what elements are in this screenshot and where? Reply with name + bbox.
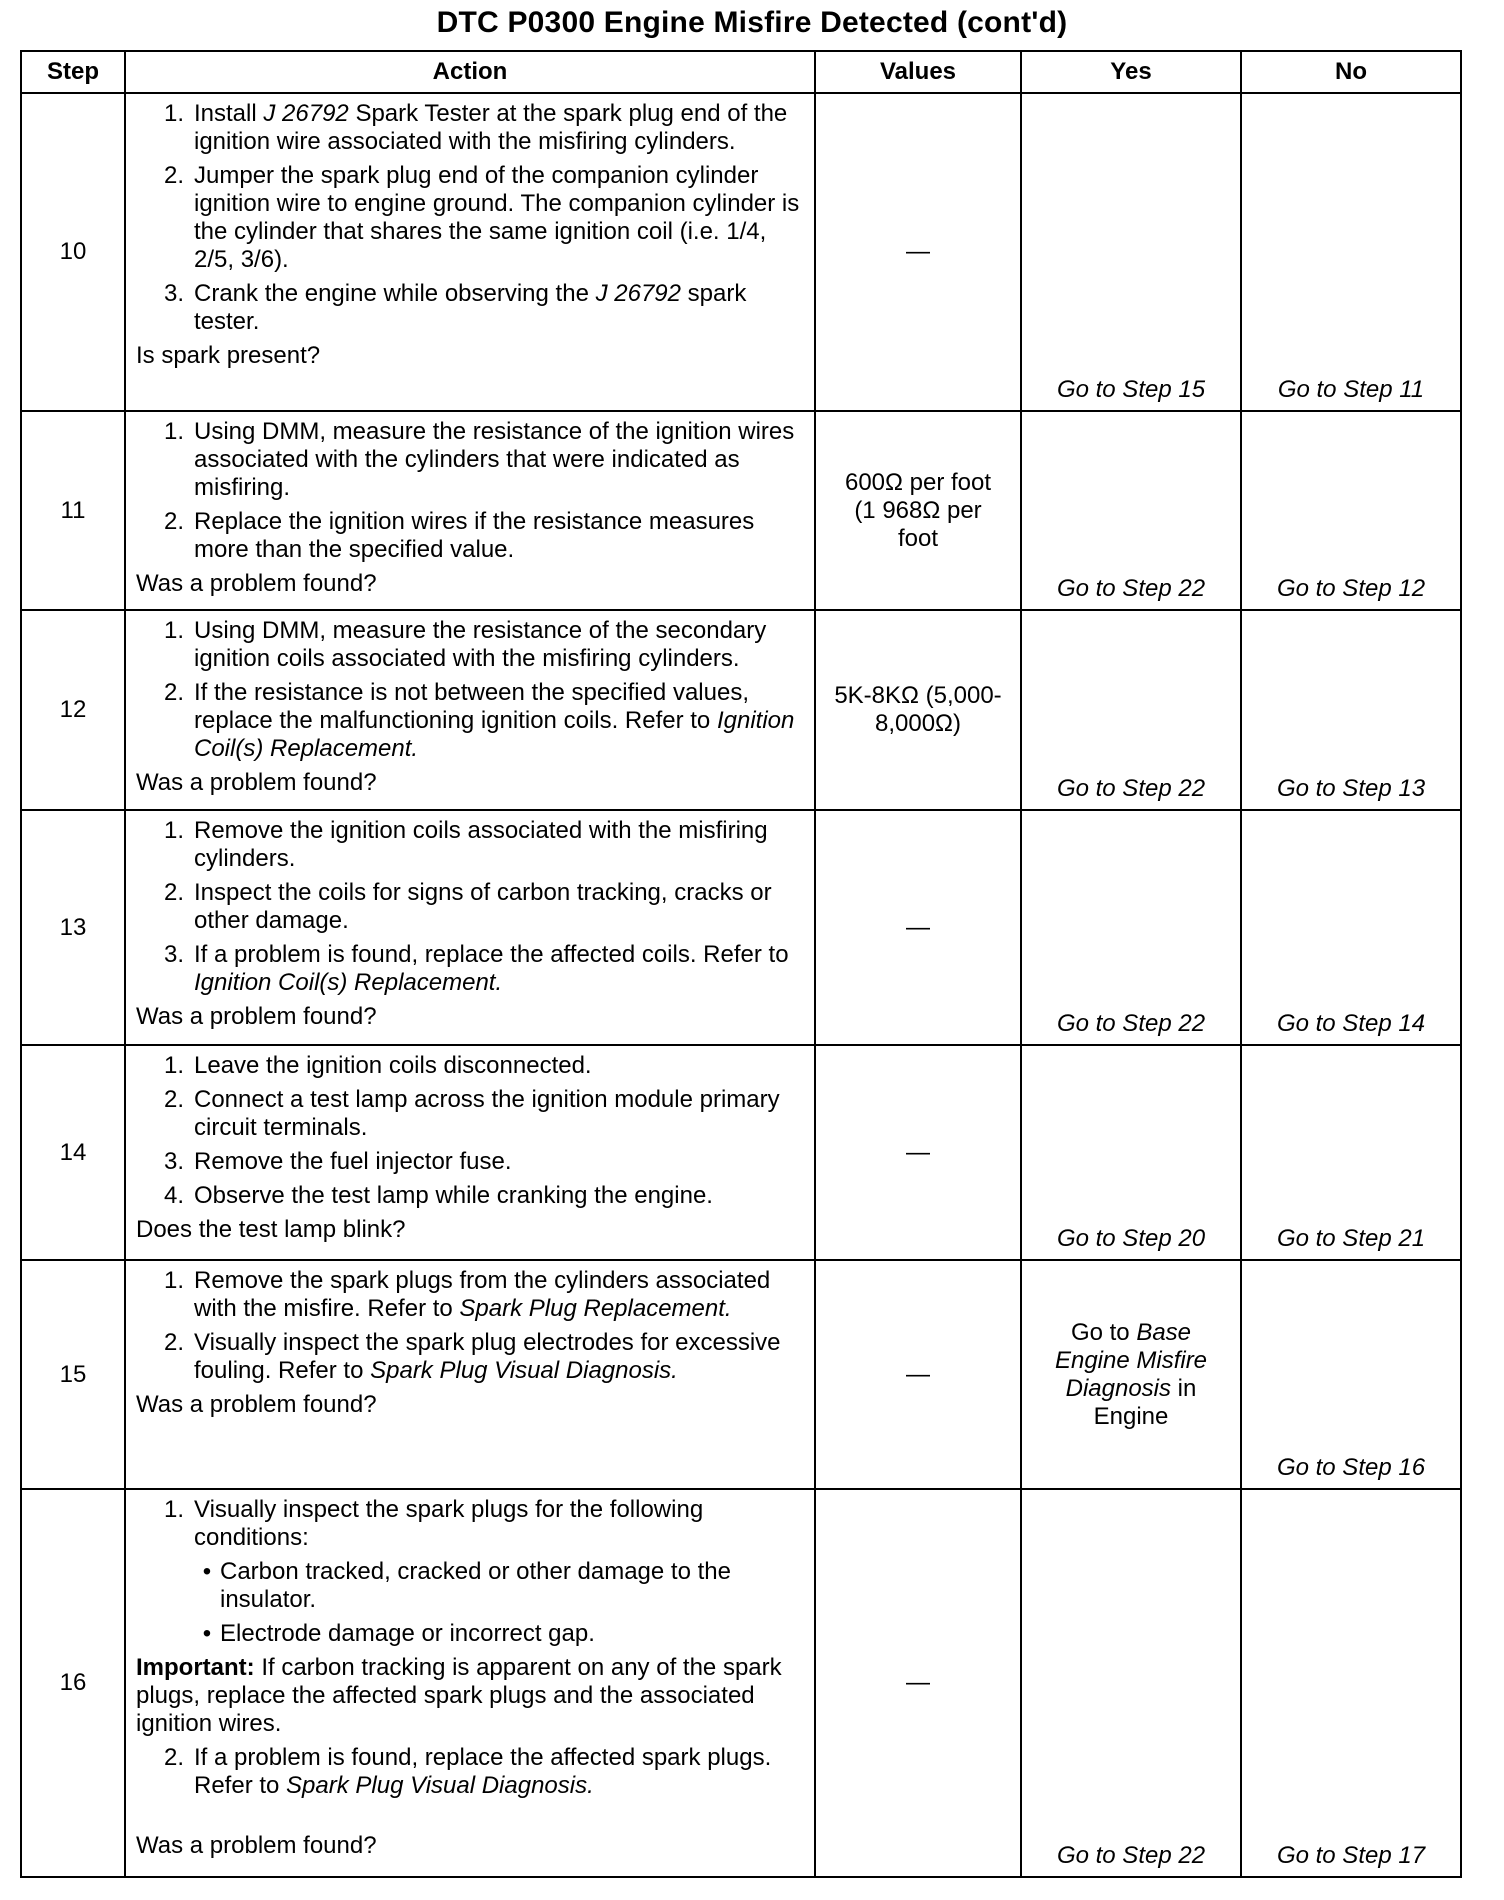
bullet-text: Carbon tracked, cracked or other damage to the insulator. — [220, 1558, 731, 1613]
action-text: Using DMM, measure the resistance of the secondary ignition coils associated with the misfiring cylinders. — [194, 617, 767, 672]
action-text: Remove the ignition coils associated with the misfiring cylinders. — [194, 817, 768, 872]
action-item — [136, 941, 806, 997]
action-item — [136, 679, 806, 763]
bullet-item — [136, 1558, 806, 1614]
action-cell — [125, 1489, 815, 1877]
yes-cell: Go to Step 22 — [1021, 1489, 1241, 1877]
action-text: If the resistance is not between the specified values, replace the malfunctioning ignition coils. Refer to — [194, 679, 749, 734]
table-row — [21, 411, 1461, 610]
action-text: If a problem is found, replace the affected coils. Refer to — [194, 941, 789, 968]
action-number: 2. — [163, 1744, 184, 1771]
procedure-reference: Ignition Coil(s) Replacement. — [194, 969, 503, 996]
no-cell: Go to Step 16 — [1241, 1260, 1461, 1489]
action-number: 1. — [163, 1052, 184, 1079]
action-text: spark tester. — [194, 280, 747, 335]
action-text: Replace the ignition wires if the resistance measures more than the specified value. — [194, 508, 755, 563]
header-action: Action — [125, 51, 815, 93]
action-number: 1. — [163, 617, 184, 644]
values-cell: — — [815, 1260, 1021, 1489]
bullet-item — [136, 1620, 806, 1648]
action-text: Install — [194, 100, 264, 127]
action-item — [136, 162, 806, 274]
step-number: 16 — [21, 1489, 125, 1877]
header-values: Values — [815, 51, 1021, 93]
action-number: 2. — [163, 1329, 184, 1356]
action-cell — [125, 1045, 815, 1260]
procedure-reference: Spark Plug Replacement. — [459, 1295, 732, 1322]
yes-cell: Go to Step 22 — [1021, 610, 1241, 810]
action-item — [136, 879, 806, 935]
table-row — [21, 1489, 1461, 1877]
action-item — [136, 1052, 806, 1080]
action-item — [136, 1496, 806, 1552]
table-row — [21, 1260, 1461, 1489]
action-number: 2. — [163, 508, 184, 535]
action-cell — [125, 810, 815, 1045]
bullet-icon: • — [202, 1558, 212, 1585]
action-number: 3. — [163, 280, 184, 307]
table-row — [21, 93, 1461, 411]
action-number: 2. — [163, 679, 184, 706]
question-text: Was a problem found? — [136, 1003, 377, 1030]
action-item — [136, 617, 806, 673]
action-item — [136, 1267, 806, 1323]
question-text: Was a problem found? — [136, 570, 377, 597]
yes-cell: Go to Step 15 — [1021, 93, 1241, 411]
action-number: 2. — [163, 162, 184, 189]
action-number: 1. — [163, 1496, 184, 1523]
bullet-icon: • — [202, 1620, 212, 1647]
action-item — [136, 1329, 806, 1385]
no-cell: Go to Step 21 — [1241, 1045, 1461, 1260]
yes-cell: Go to Step 22 — [1021, 411, 1241, 610]
values-cell: — — [815, 810, 1021, 1045]
values-cell — [815, 411, 1021, 610]
header-yes: Yes — [1021, 51, 1241, 93]
action-text: Spark Tester at the spark plug end of the ignition wire associated with the misfiring cylinders. — [194, 100, 788, 155]
action-item — [136, 1744, 806, 1800]
no-cell: Go to Step 11 — [1241, 93, 1461, 411]
action-text: Observe the test lamp while cranking the engine. — [194, 1182, 713, 1209]
step-number: 15 — [21, 1260, 125, 1489]
table-row — [21, 1045, 1461, 1260]
action-number: 2. — [163, 1086, 184, 1113]
values-text: 600Ω per foot (1 968Ω per foot — [844, 468, 992, 552]
step-number: 14 — [21, 1045, 125, 1260]
diagnostic-table — [20, 50, 1462, 1878]
values-cell: — — [815, 93, 1021, 411]
step-number: 10 — [21, 93, 125, 411]
header-no: No — [1241, 51, 1461, 93]
question-text: Was a problem found? — [136, 769, 377, 796]
procedure-reference: Base Engine Misfire Diagnosis — [1054, 1318, 1208, 1402]
action-item — [136, 1182, 806, 1210]
action-text: Jumper the spark plug end of the companion cylinder ignition wire to engine ground. The companion cylinder is the cylinder that shares the same ignition coil (i.e. 1/4, 2/5, 3/6). — [194, 162, 800, 273]
action-item — [136, 817, 806, 873]
tool-reference: J 26792 — [595, 280, 681, 307]
question-text: Was a problem found? — [136, 1832, 377, 1859]
question-text: Was a problem found? — [136, 1391, 377, 1418]
procedure-reference: Ignition Coil(s) Replacement. — [194, 707, 795, 762]
action-item — [136, 280, 806, 336]
no-cell: Go to Step 17 — [1241, 1489, 1461, 1877]
question-text: Is spark present? — [136, 342, 321, 369]
action-text: Using DMM, measure the resistance of the ignition wires associated with the cylinders that were indicated as misfiring. — [194, 418, 795, 501]
action-cell — [125, 93, 815, 411]
action-text: Remove the fuel injector fuse. — [194, 1148, 512, 1175]
action-cell — [125, 411, 815, 610]
tool-reference: J 26792 — [263, 100, 349, 127]
action-number: 1. — [163, 100, 184, 127]
action-number: 3. — [163, 1148, 184, 1175]
yes-text: Go to — [1070, 1318, 1137, 1346]
yes-cell: Go to Step 20 — [1021, 1045, 1241, 1260]
no-cell: Go to Step 14 — [1241, 810, 1461, 1045]
action-number: 4. — [163, 1182, 184, 1209]
procedure-reference: Spark Plug Visual Diagnosis. — [370, 1357, 678, 1384]
action-text: If a problem is found, replace the affected spark plugs. Refer to — [194, 1744, 772, 1799]
no-cell: Go to Step 13 — [1241, 610, 1461, 810]
no-cell: Go to Step 12 — [1241, 411, 1461, 610]
header-step: Step — [21, 51, 125, 93]
header-row — [21, 51, 1461, 93]
action-cell — [125, 1260, 815, 1489]
action-item — [136, 418, 806, 502]
action-text: Visually inspect the spark plugs for the following conditions: — [194, 1496, 704, 1551]
yes-cell: Go to Step 22 — [1021, 810, 1241, 1045]
important-note — [136, 1654, 806, 1738]
action-text: Remove the spark plugs from the cylinders associated with the misfire. Refer to — [194, 1267, 771, 1322]
action-text: Leave the ignition coils disconnected. — [194, 1052, 592, 1079]
action-item — [136, 1086, 806, 1142]
page-title: DTC P0300 Engine Misfire Detected (cont'd) — [436, 6, 1068, 39]
yes-text: in Engine — [1093, 1374, 1197, 1430]
values-cell: — — [815, 1045, 1021, 1260]
values-cell: — — [815, 1489, 1021, 1877]
action-text: Visually inspect the spark plug electrodes for excessive fouling. Refer to — [194, 1329, 781, 1384]
action-text: Inspect the coils for signs of carbon tracking, cracks or other damage. — [194, 879, 772, 934]
action-text: Crank the engine while observing the — [194, 280, 596, 307]
yes-cell — [1021, 1260, 1241, 1489]
question-text: Does the test lamp blink? — [136, 1216, 406, 1243]
bullet-text: Electrode damage or incorrect gap. — [220, 1620, 595, 1647]
action-item — [136, 100, 806, 156]
values-text: 5K-8KΩ (5,000-8,000Ω) — [834, 682, 1002, 737]
step-number: 12 — [21, 610, 125, 810]
table-row — [21, 610, 1461, 810]
important-label: Important: — [136, 1654, 255, 1681]
values-cell — [815, 610, 1021, 810]
action-text: Connect a test lamp across the ignition module primary circuit terminals. — [194, 1086, 780, 1141]
action-number: 1. — [163, 1267, 184, 1294]
action-number: 1. — [163, 418, 184, 445]
action-number: 3. — [163, 941, 184, 968]
action-item — [136, 1148, 806, 1176]
action-number: 1. — [163, 817, 184, 844]
step-number: 11 — [21, 411, 125, 610]
procedure-reference: Spark Plug Visual Diagnosis. — [286, 1772, 594, 1799]
step-number: 13 — [21, 810, 125, 1045]
important-text: If carbon tracking is apparent on any of the spark plugs, replace the affected spark plugs and the associated ignition wires. — [136, 1654, 782, 1737]
action-number: 2. — [163, 879, 184, 906]
table-row — [21, 810, 1461, 1045]
action-item — [136, 508, 806, 564]
action-cell — [125, 610, 815, 810]
